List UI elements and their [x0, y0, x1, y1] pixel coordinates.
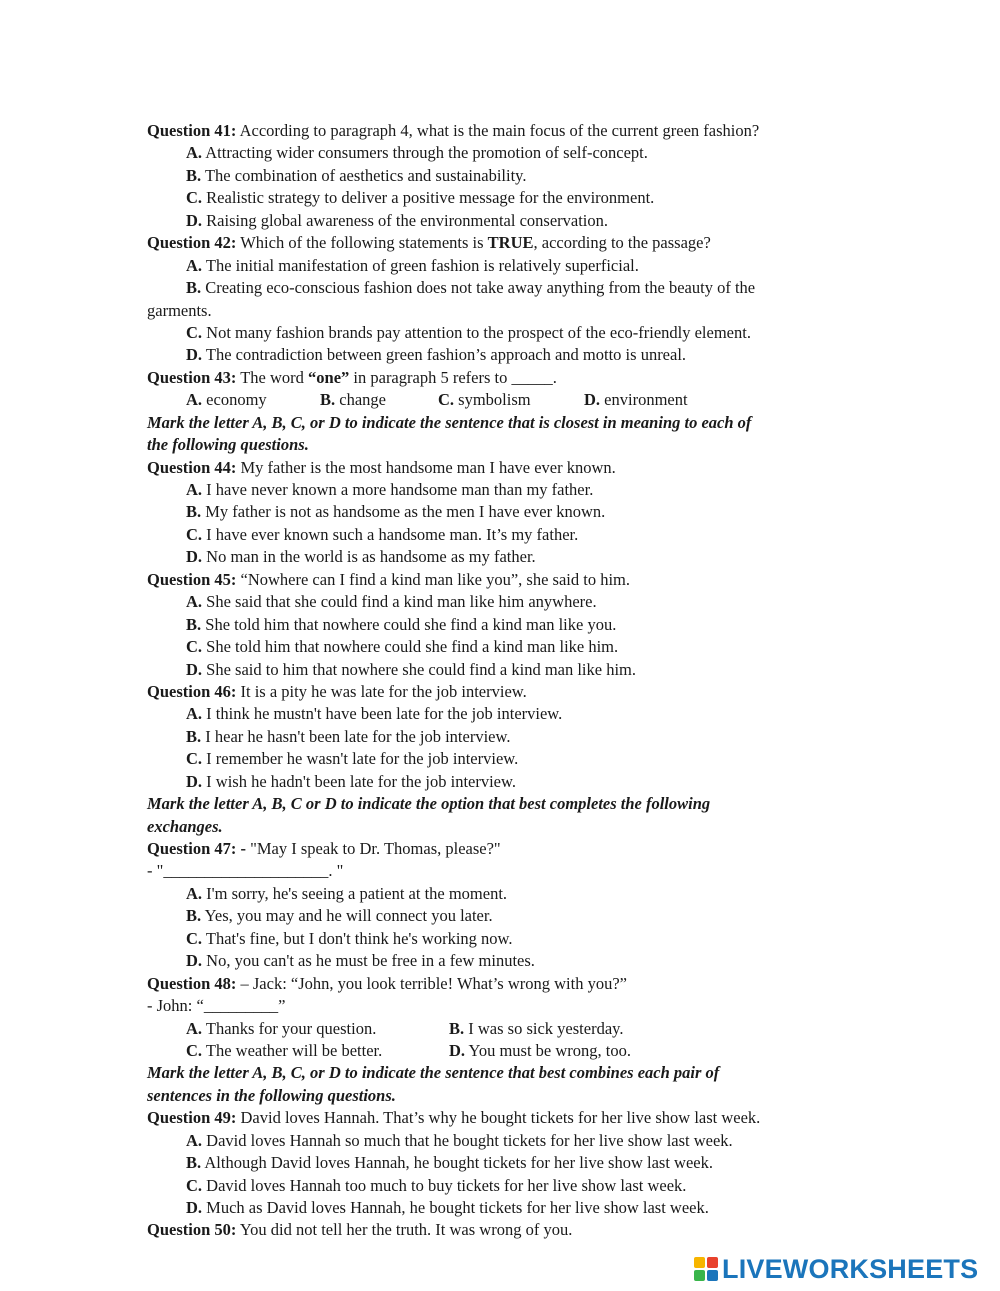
question-text: – Jack: “John, you look terrible! What’s wrong with you?”: [236, 973, 627, 993]
option-text: The contradiction between green fashion’s approach and motto is unreal.: [202, 345, 687, 365]
option-letter: C.: [186, 749, 203, 769]
answer-options-row: [147, 1040, 887, 1062]
text-line: garments.: [147, 300, 212, 320]
question-text: My father is the most handsome man I have ever known.: [236, 457, 616, 477]
option-text: symbolism: [454, 390, 531, 410]
answer-option: [147, 255, 887, 277]
option-letter: B.: [320, 390, 336, 410]
answer-option: [147, 614, 887, 636]
option-text: You must be wrong, too.: [465, 1040, 631, 1060]
option-text: Although David loves Hannah, he bought tickets for her live show last week.: [201, 1153, 713, 1173]
option-letter: D.: [449, 1040, 466, 1060]
question-text-end: in paragraph 5 refers to _____.: [349, 367, 557, 387]
option-text: She said to him that nowhere she could find a kind man like him.: [202, 659, 637, 679]
question-number: Question 45:: [147, 569, 237, 589]
question-stem: [147, 232, 887, 254]
option-letter: C.: [438, 390, 455, 410]
question-number: Question 46:: [147, 681, 237, 701]
option-letter: A.: [186, 592, 203, 612]
answer-options-row: [147, 1018, 887, 1040]
option-letter: C.: [186, 928, 203, 948]
option-letter: D.: [186, 547, 203, 567]
question-text: Which of the following statements is: [236, 233, 488, 253]
option-text: I wish he hadn't been late for the job interview.: [202, 771, 516, 791]
question-text: According to paragraph 4, what is the main focus of the current green fashion?: [236, 121, 760, 140]
option-letter: B.: [186, 726, 202, 746]
option-letter: B.: [186, 165, 202, 185]
option-letter: C.: [186, 322, 203, 342]
option-text: I remember he wasn't late for the job interview.: [202, 749, 519, 769]
answer-option: [147, 591, 887, 613]
question-stem: [147, 973, 887, 995]
option-text: Realistic strategy to deliver a positive message for the environment.: [202, 188, 655, 208]
option-letter: C.: [186, 637, 203, 657]
option-text: I hear he hasn't been late for the job interview.: [201, 726, 511, 746]
answer-option: [147, 636, 887, 658]
question-stem: [147, 838, 887, 860]
option-text: Much as David loves Hannah, he bought tickets for her live show last week.: [202, 1198, 709, 1217]
option-letter: C.: [186, 188, 203, 208]
answer-option: [147, 277, 887, 299]
question-text: You did not tell her the truth. It was wrong of you.: [236, 1220, 573, 1240]
option-letter: A.: [186, 704, 203, 724]
option-letter: A.: [186, 255, 203, 275]
instruction-text: sentences in the following questions.: [147, 1085, 396, 1105]
answer-option: [147, 479, 887, 501]
question-stem: [147, 1107, 887, 1129]
option-text: Creating eco-conscious fashion does not take away anything from the beauty of the: [201, 278, 756, 298]
question-number: Question 49:: [147, 1108, 237, 1128]
question-stem: [147, 569, 887, 591]
question-stem: [147, 367, 887, 389]
instruction-text: the following questions.: [147, 435, 309, 455]
option-text: No, you can't as he must be free in a few minutes.: [202, 951, 535, 971]
answer-option: [147, 501, 887, 523]
option-letter: A.: [186, 883, 203, 903]
answer-option: [147, 659, 887, 681]
emphasis-text: TRUE: [487, 233, 534, 253]
option-letter: D.: [186, 345, 203, 365]
instruction-text: Mark the letter A, B, C or D to indicate the option that best completes the following: [147, 794, 711, 814]
option-text: economy: [202, 390, 267, 410]
answer-option: [147, 142, 887, 164]
worksheet-page: [147, 120, 887, 1242]
answer-option: [147, 748, 887, 770]
option-letter: D.: [186, 951, 203, 971]
answer-option: [147, 1152, 887, 1174]
question-stem: [147, 681, 887, 703]
option-text: environment: [600, 390, 688, 410]
option-text: change: [335, 390, 386, 410]
answer-options-row: [147, 389, 887, 411]
option-text: I have ever known such a handsome man. It’s my father.: [202, 524, 579, 544]
question-text: David loves Hannah. That’s why he bought tickets for her live show last week.: [236, 1108, 761, 1128]
answer-option: [449, 1018, 712, 1040]
question-number: Question 48:: [147, 973, 237, 993]
liveworksheets-logo[interactable]: [694, 1254, 978, 1284]
answer-option: [147, 546, 887, 568]
question-stem: [147, 457, 887, 479]
answer-option: [320, 389, 438, 411]
answer-option: [186, 1018, 449, 1040]
option-text: The weather will be better.: [202, 1040, 383, 1060]
logo-text: LIVEWORKSHEETS: [722, 1253, 979, 1284]
question-number: Question 50:: [147, 1220, 237, 1240]
question-text-end: , according to the passage?: [533, 233, 711, 253]
answer-option: [147, 905, 887, 927]
emphasis-text: “one”: [308, 367, 350, 387]
option-text: I'm sorry, he's seeing a patient at the moment.: [202, 883, 508, 903]
option-text: Attracting wider consumers through the promotion of self-concept.: [202, 143, 648, 163]
option-text: She told him that nowhere could she find a kind man like him.: [202, 637, 619, 657]
option-text: Raising global awareness of the environmental conservation.: [202, 210, 609, 230]
option-letter: A.: [186, 480, 203, 499]
option-text: David loves Hannah so much that he bought tickets for her live show last week.: [202, 1130, 733, 1150]
answer-option: [584, 389, 744, 411]
question-stem: [147, 1219, 887, 1241]
question-number: Question 42:: [147, 233, 237, 253]
option-letter: D.: [584, 390, 601, 410]
option-letter: B.: [186, 502, 202, 522]
option-text: Not many fashion brands pay attention to the prospect of the eco-friendly element.: [202, 322, 751, 342]
answer-option: [147, 322, 887, 344]
option-letter: B.: [186, 614, 202, 634]
option-text: She said that she could find a kind man like him anywhere.: [202, 592, 597, 612]
answer-option: [186, 1040, 449, 1062]
answer-option: [147, 187, 887, 209]
answer-option: [147, 950, 887, 972]
option-letter: B.: [186, 278, 202, 298]
answer-option: [147, 344, 887, 366]
question-number: Question 43:: [147, 367, 237, 387]
option-letter: D.: [186, 210, 203, 230]
option-text: Thanks for your question.: [202, 1018, 377, 1038]
instruction-text: Mark the letter A, B, C, or D to indicate the sentence that best combines each pair of: [147, 1063, 720, 1083]
option-letter: A.: [186, 390, 203, 410]
question-number: Question 44:: [147, 457, 237, 477]
answer-option: [147, 883, 887, 905]
option-letter: A.: [186, 1130, 203, 1150]
option-text: I have never known a more handsome man than my father.: [202, 480, 594, 499]
text-line: - John: “_________”: [147, 996, 286, 1016]
option-text: She told him that nowhere could she find a kind man like you.: [201, 614, 617, 634]
instruction-text: exchanges.: [147, 816, 223, 836]
option-text: I was so sick yesterday.: [464, 1018, 624, 1038]
answer-option: [147, 1197, 887, 1219]
answer-option: [147, 726, 887, 748]
text-line: - "____________________. ": [147, 861, 344, 881]
option-letter: B.: [186, 1153, 202, 1173]
answer-option: [147, 1175, 887, 1197]
option-letter: C.: [186, 524, 203, 544]
option-letter: D.: [186, 1198, 203, 1217]
answer-option: [147, 210, 887, 232]
option-letter: A.: [186, 143, 203, 163]
option-text: I think he mustn't have been late for the job interview.: [202, 704, 563, 724]
question-text: It is a pity he was late for the job interview.: [236, 681, 527, 701]
answer-option: [186, 389, 320, 411]
answer-option: [449, 1040, 712, 1062]
option-text: The initial manifestation of green fashion is relatively superficial.: [202, 255, 639, 275]
question-text: The word: [236, 367, 309, 387]
option-text: That's fine, but I don't think he's working now.: [202, 928, 513, 948]
option-letter: D.: [186, 771, 203, 791]
question-number: Question 47: -: [147, 839, 246, 858]
answer-option: [438, 389, 584, 411]
option-text: The combination of aesthetics and sustainability.: [201, 165, 527, 185]
option-text: David loves Hannah too much to buy tickets for her live show last week.: [202, 1175, 687, 1195]
option-letter: C.: [186, 1040, 203, 1060]
option-letter: D.: [186, 659, 203, 679]
question-stem: [147, 120, 887, 142]
question-text: “Nowhere can I find a kind man like you”, she said to him.: [236, 569, 630, 589]
liveworksheets-logo-icon: [694, 1257, 718, 1281]
option-letter: A.: [186, 1018, 203, 1038]
option-text: No man in the world is as handsome as my father.: [202, 547, 536, 567]
answer-option: [147, 165, 887, 187]
option-text: My father is not as handsome as the men I have ever known.: [201, 502, 606, 522]
answer-option: [147, 703, 887, 725]
instruction-text: Mark the letter A, B, C, or D to indicate the sentence that is closest in meaning to each of: [147, 412, 752, 432]
question-text: "May I speak to Dr. Thomas, please?": [246, 839, 501, 858]
answer-option: [147, 771, 887, 793]
option-text: Yes, you may and he will connect you later.: [201, 906, 493, 926]
option-letter: B.: [186, 906, 202, 926]
answer-option: [147, 1130, 887, 1152]
answer-option: [147, 524, 887, 546]
answer-option: [147, 928, 887, 950]
question-number: Question 41:: [147, 121, 237, 140]
option-letter: C.: [186, 1175, 203, 1195]
option-letter: B.: [449, 1018, 465, 1038]
